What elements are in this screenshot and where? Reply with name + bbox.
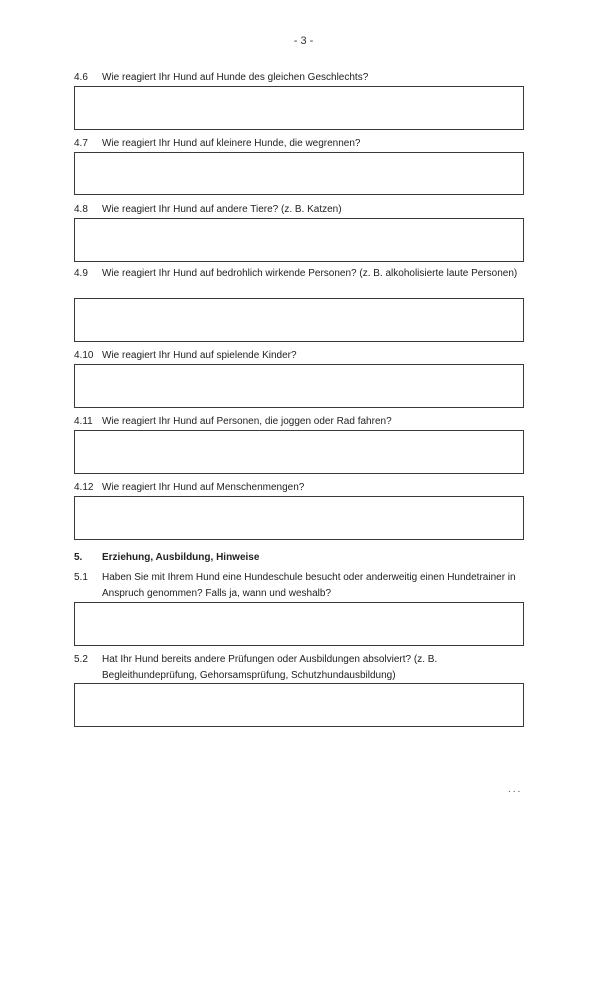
question-number: 4.12 — [74, 482, 94, 493]
answer-field-4-9[interactable] — [74, 298, 524, 342]
question-number: 5.2 — [74, 654, 88, 665]
question-number: 4.8 — [74, 204, 88, 215]
question-text: Haben Sie mit Ihrem Hund eine Hundeschule besucht oder anderweitig einen Hundetrainer in Anspruch genommen? Falls ja, wann und weshalb? — [102, 572, 516, 599]
question-text: Wie reagiert Ihr Hund auf kleinere Hunde, die wegrennen? — [102, 138, 361, 149]
answer-field-4-10[interactable] — [74, 364, 524, 408]
question-text: Hat Ihr Hund bereits andere Prüfungen oder Ausbildungen absolviert? (z. B. Begleithundeprüfung, Gehorsamsprüfung, Schutzhundausbildung) — [102, 654, 438, 681]
question-number: 5.1 — [74, 572, 88, 583]
question-text: Wie reagiert Ihr Hund auf bedrohlich wirkende Personen? (z. B. alkoholisierte laute Personen) — [102, 268, 518, 279]
question-number: 4.7 — [74, 138, 88, 149]
answer-field-5-2[interactable] — [74, 683, 524, 727]
question-4-12 — [74, 480, 524, 496]
section-title: Erziehung, Ausbildung, Hinweise — [102, 552, 260, 563]
answer-field-4-11[interactable] — [74, 430, 524, 474]
continuation-marker: ... — [508, 784, 523, 795]
answer-field-4-12[interactable] — [74, 496, 524, 540]
question-5-2 — [74, 652, 524, 684]
question-text: Wie reagiert Ihr Hund auf andere Tiere? (z. B. Katzen) — [102, 204, 342, 215]
question-4-10 — [74, 348, 524, 364]
question-number: 4.10 — [74, 350, 94, 361]
question-text: Wie reagiert Ihr Hund auf spielende Kinder? — [102, 350, 297, 361]
answer-field-5-1[interactable] — [74, 602, 524, 646]
question-4-11 — [74, 414, 524, 430]
section-heading-5 — [74, 550, 524, 566]
answer-field-4-6[interactable] — [74, 86, 524, 130]
answer-field-4-7[interactable] — [74, 152, 524, 195]
question-4-6 — [74, 70, 524, 86]
answer-field-4-8[interactable] — [74, 218, 524, 262]
question-4-7 — [74, 136, 524, 152]
question-text: Wie reagiert Ihr Hund auf Menschenmengen? — [102, 482, 305, 493]
question-number: 4.9 — [74, 268, 88, 279]
question-text: Wie reagiert Ihr Hund auf Personen, die joggen oder Rad fahren? — [102, 416, 392, 427]
question-text: Wie reagiert Ihr Hund auf Hunde des gleichen Geschlechts? — [102, 72, 369, 83]
question-number: 4.6 — [74, 72, 88, 83]
question-number: 4.11 — [74, 416, 93, 427]
question-4-8 — [74, 202, 524, 218]
section-number: 5. — [74, 552, 83, 563]
page-number: - 3 - — [293, 35, 314, 47]
question-5-1 — [74, 570, 524, 602]
question-4-9 — [74, 266, 524, 282]
